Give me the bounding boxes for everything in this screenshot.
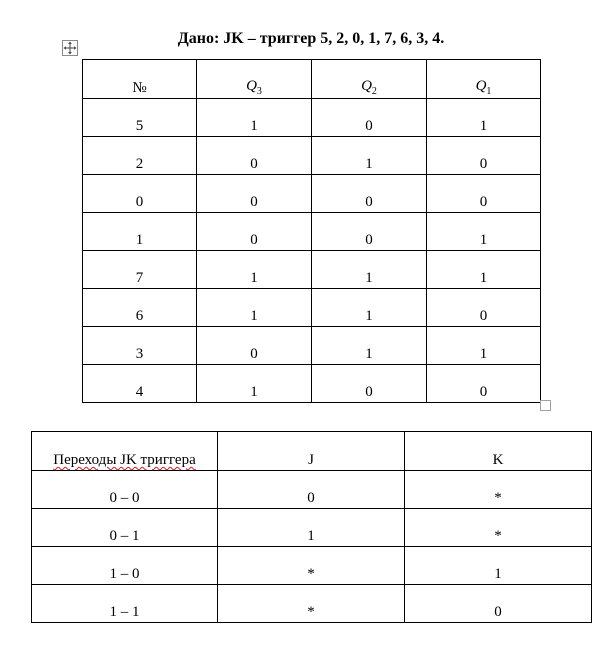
table-cell: 7 xyxy=(83,251,197,289)
table-cell: 0 – 0 xyxy=(32,471,218,509)
state-table-header-cell: № xyxy=(83,60,197,99)
table-cell: 0 xyxy=(405,585,592,623)
state-table-header-row xyxy=(83,60,541,99)
table-cell: 0 xyxy=(427,289,541,327)
table-cell: 0 xyxy=(427,365,541,403)
table-cell: 1 xyxy=(197,251,312,289)
table-cell: 4 xyxy=(83,365,197,403)
table-cell: 1 xyxy=(312,137,427,175)
table-cell: 0 xyxy=(312,175,427,213)
table-cell: * xyxy=(405,471,592,509)
table-cell: 6 xyxy=(83,289,197,327)
table-cell: 0 xyxy=(427,137,541,175)
table-cell: 1 xyxy=(312,289,427,327)
table-row xyxy=(32,547,592,585)
state-table-header-cell: $Q_2$ xyxy=(312,60,427,99)
table-cell: 1 xyxy=(218,509,405,547)
table-resize-handle-icon[interactable] xyxy=(540,400,551,411)
table-row xyxy=(32,509,592,547)
spellcheck-text: Переходы JK триггера xyxy=(53,452,196,468)
jk-transitions-table xyxy=(31,431,592,623)
table-cell: 1 – 1 xyxy=(32,585,218,623)
table-row xyxy=(32,471,592,509)
table-cell: 0 xyxy=(218,471,405,509)
table-cell: 1 xyxy=(197,99,312,137)
table-move-handle-icon[interactable] xyxy=(62,40,78,56)
table-cell: 0 xyxy=(312,99,427,137)
table-row xyxy=(32,585,592,623)
table-cell: 1 xyxy=(427,327,541,365)
state-table-header-cell: $Q_3$ xyxy=(197,60,312,99)
table-cell: 1 xyxy=(312,251,427,289)
table-cell: 0 – 1 xyxy=(32,509,218,547)
table-cell: 1 xyxy=(427,99,541,137)
state-table-header-cell: $Q_1$ xyxy=(427,60,541,99)
table-row xyxy=(83,327,541,365)
state-table xyxy=(82,59,541,403)
table-cell: 1 xyxy=(197,289,312,327)
table-cell: 1 xyxy=(197,365,312,403)
table-cell: 1 xyxy=(427,213,541,251)
table-cell: 0 xyxy=(197,213,312,251)
table-cell: * xyxy=(405,509,592,547)
table-cell: 1 xyxy=(427,251,541,289)
table-row xyxy=(83,137,541,175)
table-cell: 2 xyxy=(83,137,197,175)
table-row xyxy=(83,213,541,251)
table-row xyxy=(83,175,541,213)
table-cell: 0 xyxy=(197,175,312,213)
table-cell: 0 xyxy=(312,213,427,251)
table-row xyxy=(83,251,541,289)
table-cell: 0 xyxy=(83,175,197,213)
table-cell: 0 xyxy=(427,175,541,213)
table-cell: 1 xyxy=(312,327,427,365)
table-cell: 3 xyxy=(83,327,197,365)
table-row xyxy=(83,365,541,403)
table-cell: 0 xyxy=(197,327,312,365)
table-cell: 1 xyxy=(405,547,592,585)
transitions-header-cell: K xyxy=(405,432,592,471)
document-title: Дано: JK – триггер 5, 2, 0, 1, 7, 6, 3, 4. xyxy=(177,30,445,47)
table-cell: 1 – 0 xyxy=(32,547,218,585)
table-cell: * xyxy=(218,585,405,623)
transitions-header-cell: J xyxy=(218,432,405,471)
transitions-header-row xyxy=(32,432,592,471)
table-cell: * xyxy=(218,547,405,585)
table-row xyxy=(83,99,541,137)
table-cell: 0 xyxy=(312,365,427,403)
table-row xyxy=(83,289,541,327)
table-cell: 1 xyxy=(83,213,197,251)
table-cell: 5 xyxy=(83,99,197,137)
transitions-header-cell xyxy=(32,432,218,471)
table-cell: 0 xyxy=(197,137,312,175)
